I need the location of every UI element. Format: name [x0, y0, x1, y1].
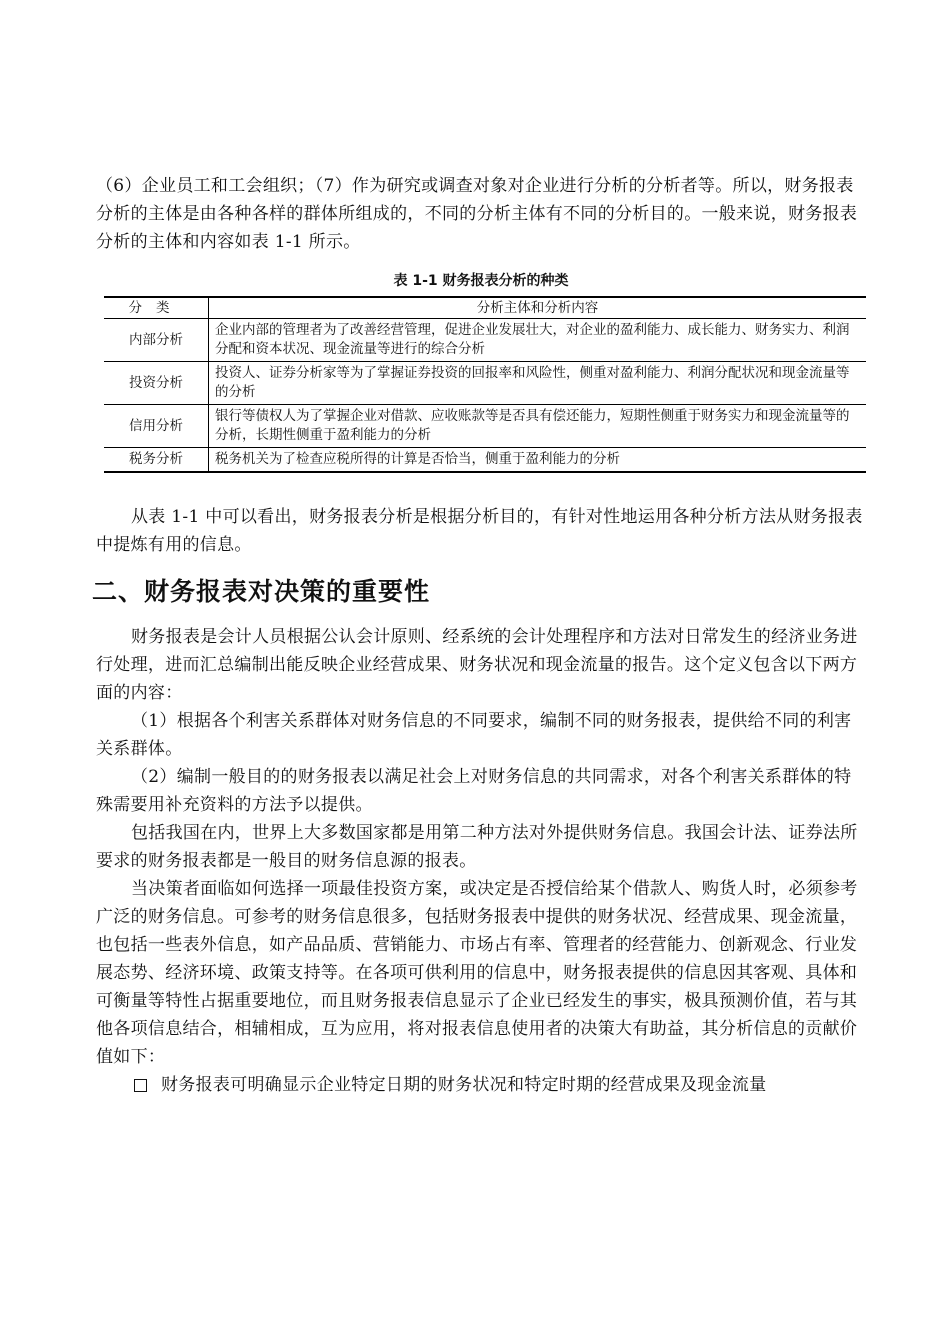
intro-paragraph: （6）企业员工和工会组织；（7）作为研究或调查对象对企业进行分析的分析者等。所以，财务报表分析的主体是由各种各样的群体所组成的，不同的分析主体有不同的分析目的。一般来说，财务报表分析的主体和内容如表 1-1 所示。 — [96, 176, 858, 252]
row-content: 税务机关为了检查应税所得的计算是否恰当，侧重于盈利能力的分析 — [209, 448, 867, 473]
row-content: 企业内部的管理者为了改善经营管理，促进企业发展壮大，对企业的盈利能力、成长能力、财务实力、利润分配和资本状况、现金流量等进行的综合分析 — [209, 319, 867, 362]
body-paragraph: 财务报表是会计人员根据公认会计原则、经系统的会计处理程序和方法对日常发生的经济业务进行处理，进而汇总编制出能反映企业经营成果、财务状况和现金流量的报告。这个定义包含以下两方面的内容： — [96, 627, 858, 703]
table-row — [104, 448, 866, 473]
row-category: 内部分析 — [104, 319, 209, 362]
checkbox-bullet-icon — [134, 1079, 147, 1092]
body-paragraph: 当决策者面临如何选择一项最佳投资方案，或决定是否授信给某个借款人、购货人时，必须参考广泛的财务信息。可参考的财务信息很多，包括财务报表中提供的财务状况、经营成果、现金流量，也包括一些表外信息，如产品品质、营销能力、市场占有率、管理者的经营能力、创新观念、行业发展态势、经济环境、政策支持等。在各项可供利用的信息中，财务报表提供的信息因其客观、具体和可衡量等特性占据重要地位，而且财务报表信息显示了企业已经发生的事实，极具预测价值，若与其他各项信息结合，相辅相成，互为应用，将对报表信息使用者的决策大有助益，其分析信息的贡献价值如下： — [96, 879, 858, 1067]
body-paragraph: （1）根据各个利害关系群体对财务信息的不同要求，编制不同的财务报表，提供给不同的利害关系群体。 — [96, 711, 852, 759]
table-row — [104, 405, 866, 448]
table-row — [104, 319, 866, 362]
bullet-text: 财务报表可明确显示企业特定日期的财务状况和特定时期的经营成果及现金流量 — [161, 1075, 767, 1095]
document-page — [92, 172, 866, 1099]
row-content: 银行等债权人为了掌握企业对借款、应收账款等是否具有偿还能力，短期性侧重于财务实力和现金流量等的分析，长期性侧重于盈利能力的分析 — [209, 405, 867, 448]
row-category: 信用分析 — [104, 405, 209, 448]
table-caption: 表 1-1 财务报表分析的种类 — [393, 273, 569, 289]
section-heading: 二、财务报表对决策的重要性 — [92, 577, 431, 606]
table-row — [104, 362, 866, 405]
body-paragraph: （2）编制一般目的的财务报表以满足社会上对财务信息的共同需求，对各个利害关系群体的特殊需要用补充资料的方法予以提供。 — [96, 767, 852, 815]
after-table-paragraph: 从表 1-1 中可以看出，财务报表分析是根据分析目的，有针对性地运用各种分析方法从财务报表中提炼有用的信息。 — [96, 507, 863, 555]
row-category: 税务分析 — [104, 448, 209, 473]
header-content: 分析主体和分析内容 — [209, 297, 867, 319]
bullet-item — [96, 1071, 866, 1099]
body-paragraph: 包括我国在内，世界上大多数国家都是用第二种方法对外提供财务信息。我国会计法、证券法所要求的财务报表都是一般目的财务信息源的报表。 — [96, 823, 858, 871]
row-content: 投资人、证券分析家等为了掌握证券投资的回报率和风险性，侧重对盈利能力、利润分配状况和现金流量等的分析 — [209, 362, 867, 405]
analysis-types-table — [104, 296, 866, 473]
header-category: 分类 — [104, 297, 209, 319]
row-category: 投资分析 — [104, 362, 209, 405]
table-header-row — [104, 297, 866, 319]
